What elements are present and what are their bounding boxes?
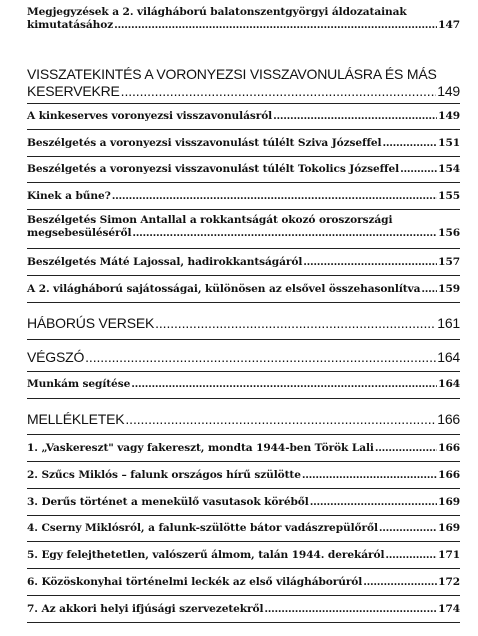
toc-entry[interactable] [27, 496, 460, 509]
dot-leader [121, 83, 437, 100]
toc-entry-title: 4. Cserny Miklósról, a falunk-szülötte bátor vadászrepülőről [27, 522, 378, 534]
toc-entry-title: A 2. világháború sajátosságai, különösen az elsővel összehasonlítva [27, 283, 421, 295]
toc-entry[interactable] [27, 214, 460, 240]
toc-entry[interactable] [27, 603, 460, 616]
toc-section-title: HÁBORÚS VERSEK [27, 315, 155, 331]
toc-entry[interactable] [27, 163, 460, 176]
dot-leader [302, 469, 437, 482]
dot-leader [112, 190, 437, 203]
toc-page-number: 161 [437, 315, 460, 331]
toc-entry[interactable] [27, 442, 460, 455]
entry-divider [27, 275, 460, 276]
toc-entry-title-line1: Megjegyzések a 2. világháború balatonszentgyörgyi áldozatainak [27, 6, 407, 18]
entry-divider [27, 461, 460, 462]
toc-section-title: KESERVEKRE [27, 83, 120, 99]
toc-page-number: 154 [438, 163, 460, 175]
toc-entry[interactable] [27, 576, 460, 589]
toc-page-number: 157 [438, 256, 460, 268]
entry-divider [27, 182, 460, 183]
dot-leader [155, 315, 436, 332]
section-divider [27, 103, 460, 104]
toc-entry[interactable] [27, 549, 460, 562]
entry-divider [27, 156, 460, 157]
section-divider [27, 339, 460, 340]
entry-divider [27, 568, 460, 569]
toc-entry-title: 5. Egy felejthetetlen, valószerű álmom, talán 1944. derekáról [27, 549, 385, 561]
dot-leader [85, 349, 436, 366]
entry-divider [27, 129, 460, 130]
entry-divider [27, 515, 460, 516]
toc-section[interactable] [27, 411, 460, 428]
dot-leader [375, 442, 437, 455]
toc-entry-title: Beszélgetés a voronyezsi visszavonulást túlélt Tokolics Józseffel [27, 163, 400, 175]
toc-page-number: 149 [437, 83, 460, 99]
toc-entry[interactable] [27, 469, 460, 482]
toc-page-number: 166 [437, 411, 460, 427]
dot-leader [273, 110, 437, 123]
toc-entry[interactable] [27, 110, 460, 123]
toc-section-title: MELLÉKLETEK [27, 411, 125, 427]
toc-page-number: 169 [438, 496, 460, 508]
toc-entry-title: megsebesüléséről [27, 227, 132, 239]
toc-section[interactable] [27, 66, 460, 100]
toc-page-number: 147 [438, 19, 460, 31]
section-divider [27, 434, 460, 435]
dot-leader [379, 522, 437, 535]
toc-page-number: 155 [438, 190, 460, 202]
toc-entry[interactable] [27, 137, 460, 150]
dot-leader [264, 603, 437, 616]
entry-divider [27, 248, 460, 249]
toc-entry-title-line1: Beszélgetés Simon Antallal a rokkantságát okozó oroszországi [27, 214, 393, 226]
toc-section-title-line1: VISSZATEKINTÉS A VORONYEZSI VISSZAVONULÁSRA ÉS MÁS [27, 66, 437, 82]
toc-entry-title: A kinkeserves voronyezsi visszavonulásról [27, 110, 273, 122]
toc-page-number: 174 [438, 603, 460, 615]
entry-divider [27, 622, 460, 623]
toc-entry-title: Beszélgetés a voronyezsi visszavonulást túlélt Sziva Józseffel [27, 137, 382, 149]
dot-leader [125, 411, 436, 428]
toc-entry-title: 3. Derűs történet a menekülő vasutasok köréből [27, 496, 309, 508]
toc-entry-title: 1. „Vaskereszt" vagy fakereszt, mondta 1944-ben Török Lali [27, 442, 374, 454]
toc-entry-title: 7. Az akkori helyi ifjúsági szervezetekről [27, 603, 264, 615]
toc-page-number: 166 [438, 469, 460, 481]
toc-page-number: 156 [438, 227, 460, 239]
entry-divider [27, 398, 460, 399]
dot-leader [114, 19, 437, 32]
toc-entry-title: Beszélgetés Máté Lajossal, hadirokkantságáról [27, 256, 303, 268]
toc-page-number: 164 [437, 349, 460, 365]
dot-leader [400, 163, 437, 176]
toc-entry[interactable] [27, 522, 460, 535]
toc-page-number: 166 [438, 442, 460, 454]
dot-leader [421, 283, 437, 296]
toc-page-number: 164 [438, 378, 460, 390]
entry-divider [27, 488, 460, 489]
section-divider [27, 371, 460, 372]
toc-entry-title: kimutatásához [27, 19, 114, 31]
toc-page-number: 169 [438, 522, 460, 534]
toc-entry-title: 6. Közöskonyhai történelmi leckék az első világháborúról [27, 576, 363, 588]
dot-leader [132, 227, 437, 240]
toc-page-number: 159 [438, 283, 460, 295]
toc-page-number: 171 [438, 549, 460, 561]
dot-leader [131, 378, 437, 391]
toc-entry-title: Munkám segítése [27, 378, 131, 390]
toc-entry-title: Kinek a bűne? [27, 190, 111, 202]
entry-divider [27, 302, 460, 303]
dot-leader [303, 256, 437, 269]
entry-divider [27, 541, 460, 542]
toc-page-number: 151 [438, 137, 460, 149]
dot-leader [382, 137, 437, 150]
dot-leader [363, 576, 437, 589]
toc-section-title: VÉGSZÓ [27, 349, 85, 365]
dot-leader [310, 496, 437, 509]
toc-section[interactable] [27, 349, 460, 366]
dot-leader [385, 549, 437, 562]
toc-page-number: 172 [438, 576, 460, 588]
toc-entry-title: 2. Szűcs Miklós – falunk országos hírű szülötte [27, 469, 301, 481]
toc-entry[interactable] [27, 283, 460, 296]
toc-section[interactable] [27, 315, 460, 332]
toc-entry[interactable] [27, 190, 460, 203]
toc-entry[interactable] [27, 6, 460, 32]
toc-entry[interactable] [27, 378, 460, 391]
toc-entry[interactable] [27, 256, 460, 269]
entry-divider [27, 595, 460, 596]
entry-divider [27, 209, 460, 210]
toc-page-number: 149 [438, 110, 460, 122]
